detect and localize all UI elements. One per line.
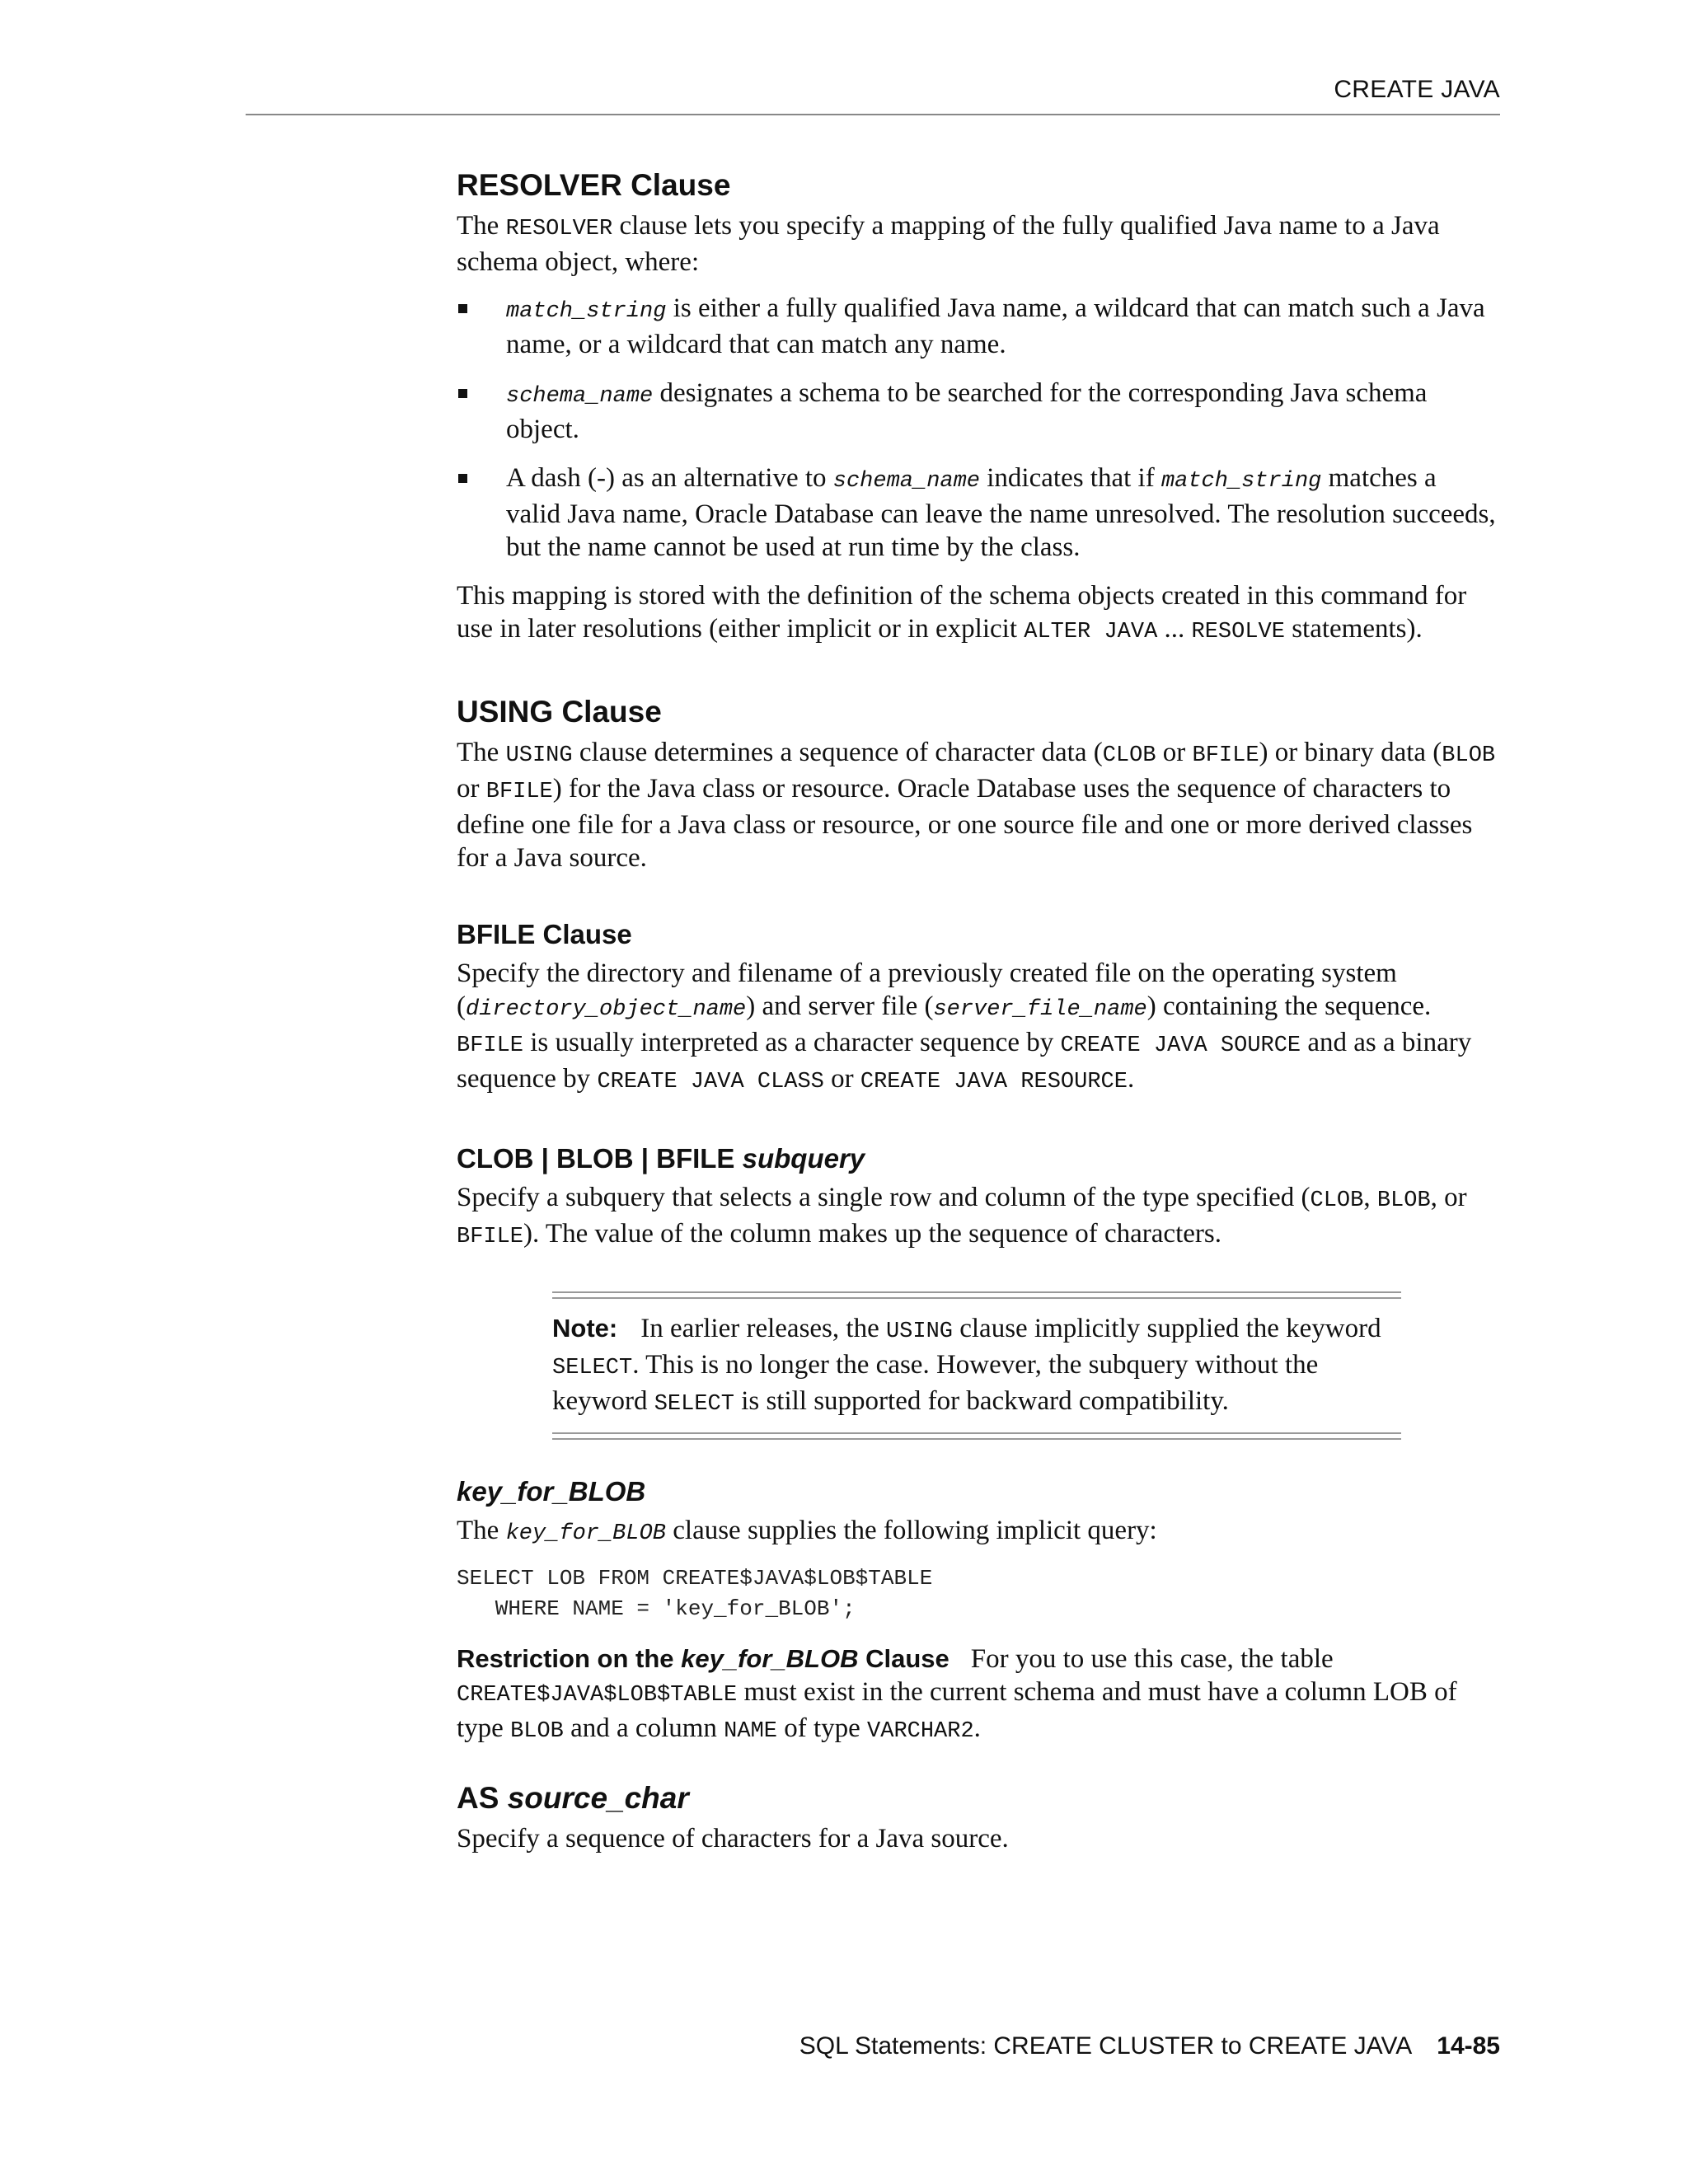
- text: is either a fully qualified Java name, a wildcard that can match such a Java name, or a wildcard that can match any name.: [506, 293, 1485, 359]
- resolver-bullet-list: [457, 292, 1497, 564]
- code-term: CREATE JAVA CLASS: [597, 1070, 824, 1094]
- code-term: CREATE JAVA SOURCE: [1060, 1033, 1301, 1058]
- text: Restriction on the: [457, 1644, 682, 1673]
- code-term: USING: [885, 1319, 953, 1344]
- text: statements).: [1284, 614, 1423, 644]
- heading-text: AS: [457, 1781, 508, 1815]
- code-term: BFILE: [1192, 743, 1259, 768]
- text: key_for_BLOB: [681, 1644, 859, 1673]
- code-term: CREATE$JAVA$LOB$TABLE: [457, 1683, 738, 1708]
- code-term: ALTER JAVA: [1024, 620, 1158, 644]
- text: The: [457, 1516, 506, 1545]
- restriction-label: [457, 1644, 950, 1673]
- text: , or: [1430, 1183, 1467, 1212]
- code-term: RESOLVER: [505, 217, 613, 241]
- code-term: BFILE: [457, 1033, 524, 1058]
- code-term: SELECT: [552, 1356, 633, 1380]
- text: Specify a subquery that selects a single row and column of the type specified (: [457, 1183, 1311, 1212]
- text: clause lets you specify a mapping of the fully qualified Java name to a Java schema object, where:: [457, 211, 1440, 277]
- code-term: USING: [505, 743, 573, 768]
- heading-italic-text: subquery: [742, 1143, 865, 1174]
- square-bullet-icon: [458, 304, 467, 313]
- subquery-paragraph: [457, 1181, 1497, 1254]
- text: is still supported for backward compatibility.: [734, 1386, 1229, 1416]
- text: or: [823, 1064, 860, 1094]
- code-term: match_string: [1160, 469, 1322, 494]
- text: or: [1156, 738, 1193, 767]
- note-text: [552, 1299, 1401, 1432]
- text: and as a binary sequence by: [457, 1028, 1472, 1094]
- note-box: [552, 1291, 1401, 1440]
- running-header: CREATE JAVA: [1334, 76, 1500, 103]
- text: ...: [1157, 614, 1192, 644]
- using-paragraph: [457, 736, 1497, 874]
- bfile-paragraph: [457, 957, 1497, 1099]
- heading-using-clause: USING Clause: [457, 695, 662, 729]
- code-term: VARCHAR2: [867, 1719, 974, 1744]
- heading-as-source-char: [457, 1779, 1497, 1817]
- code-term: BLOB: [510, 1719, 564, 1744]
- code-term: NAME: [724, 1719, 777, 1744]
- text: The: [457, 211, 506, 241]
- list-item: [457, 292, 1497, 361]
- text: or: [457, 774, 486, 804]
- square-bullet-icon: [458, 474, 467, 483]
- heading-italic-text: source_char: [507, 1781, 689, 1815]
- code-term: BLOB: [1376, 1188, 1431, 1213]
- text: In earlier releases, the: [640, 1314, 886, 1343]
- text: Clause: [858, 1644, 950, 1673]
- text: indicates that if: [980, 463, 1161, 493]
- square-bullet-icon: [458, 389, 467, 398]
- list-item: [457, 462, 1497, 564]
- code-term: BFILE: [485, 780, 553, 804]
- text: ,: [1363, 1183, 1377, 1212]
- heading-resolver-clause: RESOLVER Clause: [457, 168, 731, 202]
- text: .: [973, 1713, 981, 1743]
- text: A dash (-) as an alternative to: [506, 463, 833, 493]
- code-term: BLOB: [1442, 743, 1496, 768]
- text: ) for the Java class or resource. Oracle Database uses the sequence of characters to define one file for a Java class or resource, or one source file and one or more derived classes for a Java source.: [457, 774, 1473, 873]
- text: must exist in the current schema and must have a column LOB of type: [457, 1677, 1457, 1743]
- code-term: CLOB: [1102, 743, 1156, 768]
- text: ) containing the sequence.: [1146, 991, 1432, 1021]
- note-bottom-rule: [552, 1432, 1401, 1440]
- text: and a column: [563, 1713, 724, 1743]
- text: ). The value of the column makes up the sequence of characters.: [523, 1219, 1221, 1249]
- code-example: SELECT LOB FROM CREATE$JAVA$LOB$TABLE WHERE NAME = 'key_for_BLOB';: [457, 1566, 933, 1621]
- list-item: [457, 377, 1497, 446]
- page-content: [457, 166, 1497, 1868]
- code-term: RESOLVE: [1191, 620, 1285, 644]
- text: Specify the directory and filename of a previously created file on the operating system (: [457, 958, 1397, 1021]
- key-for-blob-paragraph: [457, 1514, 1497, 1550]
- code-term: match_string: [506, 299, 667, 324]
- text: ) or binary data (: [1259, 738, 1442, 767]
- text: designates a schema to be searched for the corresponding Java schema object.: [506, 378, 1428, 444]
- heading-italic-text: key_for_BLOB: [457, 1476, 646, 1507]
- text: clause implicitly supplied the keyword: [952, 1314, 1381, 1343]
- code-term: CLOB: [1310, 1188, 1364, 1213]
- code-term: SELECT: [654, 1392, 734, 1417]
- text: matches a valid Java name, Oracle Database can leave the name unresolved. The resolution succeeds, but the name cannot be used at run time by the class.: [506, 463, 1496, 562]
- code-term: schema_name: [506, 384, 654, 409]
- code-term: server_file_name: [933, 997, 1147, 1022]
- heading-text: CLOB | BLOB | BFILE: [457, 1143, 743, 1174]
- code-term: CREATE JAVA RESOURCE: [860, 1070, 1128, 1094]
- heading-subquery: [457, 1141, 1497, 1176]
- header-rule: [246, 114, 1500, 115]
- note-top-rule: [552, 1291, 1401, 1299]
- text: For you to use this case, the table: [970, 1644, 1334, 1674]
- text: clause supplies the following implicit query:: [666, 1516, 1157, 1545]
- running-footer: [799, 2032, 1500, 2060]
- text: clause determines a sequence of character data (: [572, 738, 1103, 767]
- page-number: 14-85: [1437, 2032, 1500, 2060]
- text: .: [1127, 1064, 1135, 1094]
- heading-key-for-blob: [457, 1474, 1497, 1509]
- code-term: schema_name: [832, 469, 981, 494]
- code-term: directory_object_name: [466, 997, 747, 1022]
- heading-bfile-clause: BFILE Clause: [457, 919, 632, 949]
- code-term: BFILE: [457, 1225, 524, 1249]
- footer-title: SQL Statements: CREATE CLUSTER to CREATE JAVA: [799, 2032, 1413, 2060]
- restriction-paragraph: [457, 1643, 1497, 1748]
- code-term: key_for_BLOB: [505, 1521, 666, 1546]
- text: The: [457, 738, 506, 767]
- text: is usually interpreted as a character sequence by: [523, 1028, 1061, 1057]
- resolver-intro: [457, 209, 1497, 279]
- text: . This is no longer the case. However, the subquery without the keyword: [552, 1350, 1319, 1416]
- resolver-closing: [457, 579, 1497, 649]
- note-label: Note:: [552, 1314, 618, 1343]
- as-source-paragraph: Specify a sequence of characters for a Java source.: [457, 1824, 1009, 1854]
- text: ) and server file (: [746, 991, 934, 1021]
- text: of type: [776, 1713, 868, 1743]
- text: This mapping is stored with the definition of the schema objects created in this command for use in later resolutions (either implicit or in explicit: [457, 581, 1467, 644]
